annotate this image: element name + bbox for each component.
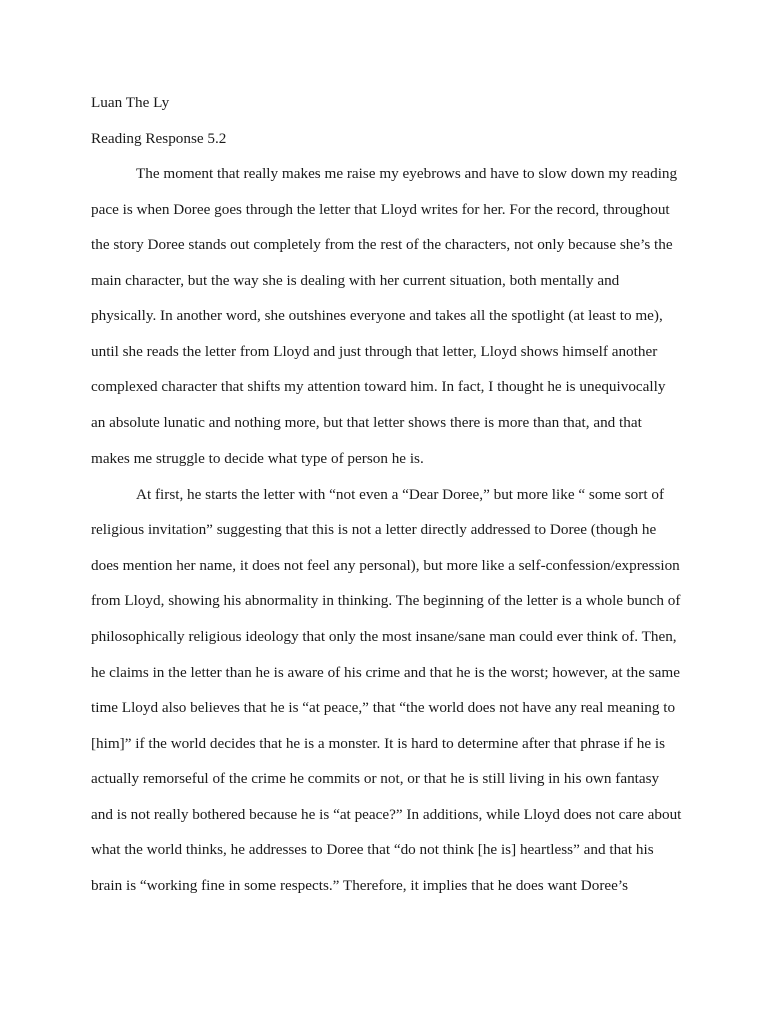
paragraph-line: At first, he starts the letter with “not even a “Dear Doree,” but more like “ some sort of bbox=[136, 486, 665, 503]
paragraph-line: actually remorseful of the crime he commits or not, or that he is still living in his own fantasy bbox=[91, 770, 660, 787]
paragraph-line: from Lloyd, showing his abnormality in thinking. The beginning of the letter is a whole bunch of bbox=[91, 592, 681, 609]
paragraph-line: religious invitation” suggesting that this is not a letter directly addressed to Doree (though he bbox=[91, 521, 657, 538]
paragraph-line: what the world thinks, he addresses to Doree that “do not think [he is] heartless” and that his bbox=[91, 841, 654, 858]
paragraph-line: the story Doree stands out completely from the rest of the characters, not only because she’s the bbox=[91, 236, 673, 253]
paragraph-line: until she reads the letter from Lloyd and just through that letter, Lloyd shows himself another bbox=[91, 343, 658, 360]
paragraph-line: The moment that really makes me raise my eyebrows and have to slow down my reading bbox=[136, 165, 678, 182]
paragraph-line: time Lloyd also believes that he is “at peace,” that “the world does not have any real meaning to bbox=[91, 699, 676, 716]
paragraph-line: brain is “working fine in some respects.” Therefore, it implies that he does want Doree’s bbox=[91, 877, 629, 894]
author-name: Luan The Ly bbox=[91, 94, 170, 111]
paragraph-line: physically. In another word, she outshines everyone and takes all the spotlight (at least to me), bbox=[91, 307, 663, 324]
paragraph-line: pace is when Doree goes through the letter that Lloyd writes for her. For the record, throughout bbox=[91, 201, 670, 218]
paragraph-line: he claims in the letter than he is aware of his crime and that he is the worst; however, at the same bbox=[91, 664, 680, 681]
paragraph-line: philosophically religious ideology that only the most insane/sane man could ever think of. Then, bbox=[91, 628, 677, 645]
paragraph-line: makes me struggle to decide what type of person he is. bbox=[91, 450, 424, 467]
paragraph-line: does mention her name, it does not feel any personal), but more like a self-confession/expression bbox=[91, 557, 680, 574]
paragraph-line: an absolute lunatic and nothing more, but that letter shows there is more than that, and that bbox=[91, 414, 642, 431]
assignment-title: Reading Response 5.2 bbox=[91, 130, 227, 147]
paragraph-line: complexed character that shifts my attention toward him. In fact, I thought he is unequivocally bbox=[91, 378, 666, 395]
paragraph-line: [him]” if the world decides that he is a monster. It is hard to determine after that phrase if he is bbox=[91, 735, 665, 752]
paragraph-line: and is not really bothered because he is “at peace?” In additions, while Lloyd does not care about bbox=[91, 806, 682, 823]
paragraph-line: main character, but the way she is dealing with her current situation, both mentally and bbox=[91, 272, 620, 289]
